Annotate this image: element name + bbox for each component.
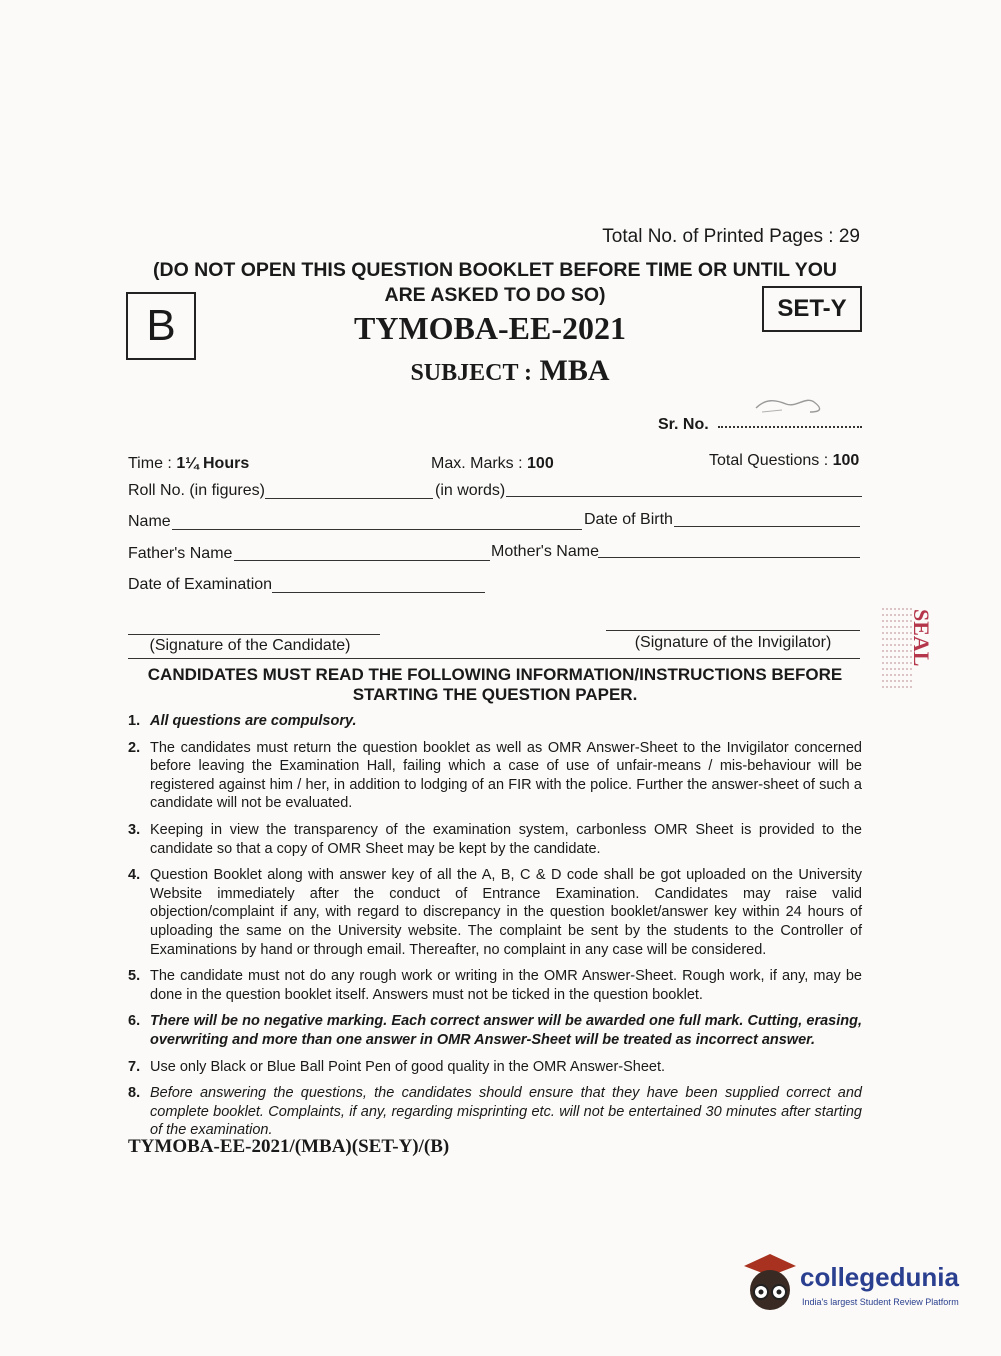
total-questions-label: Total Questions :: [709, 452, 829, 469]
sr-no-label: Sr. No.: [658, 416, 709, 433]
time-value: 1¼ Hours: [176, 455, 250, 472]
instruction-text: Before answering the questions, the candidates should ensure that they have been supplied correct and complete booklet. Complaints, if any, regarding misprinting etc. will not be entertained 30 minutes after starting of the examination.: [150, 1085, 862, 1139]
instruction-number: 5.: [128, 968, 141, 985]
instructions-heading-line-1: CANDIDATES MUST READ THE FOLLOWING INFORMATION/INSTRUCTIONS BEFORE: [147, 665, 843, 684]
printed-pages: Total No. of Printed Pages : 29: [602, 226, 860, 247]
seal-stamp: [880, 603, 934, 693]
sr-no-field[interactable]: [718, 426, 862, 428]
warning-line-2: ARE ASKED TO DO SO): [384, 284, 606, 306]
roll-words-input[interactable]: [506, 496, 862, 497]
collegedunia-mascot-icon: [740, 1252, 798, 1314]
instruction-item: [128, 1058, 862, 1077]
instruction-item: [128, 1012, 862, 1049]
instructions-heading-line-2: STARTING THE QUESTION PAPER.: [352, 685, 638, 704]
time-field: [128, 455, 249, 473]
instruction-number: 7.: [128, 1058, 141, 1075]
max-marks-field: [431, 455, 554, 473]
roll-figures-input[interactable]: [265, 498, 433, 499]
subject-label: SUBJECT :: [410, 360, 533, 386]
name-input[interactable]: [172, 529, 582, 530]
instruction-item: [128, 712, 862, 731]
candidate-signature-line[interactable]: [128, 634, 380, 635]
instruction-item: [128, 739, 862, 813]
name-label: Name: [128, 513, 171, 530]
total-questions-value: 100: [832, 452, 860, 469]
instruction-number: 3.: [128, 821, 141, 838]
exam-title: TYMOBA-EE-2021: [354, 310, 626, 346]
instruction-item: [128, 821, 862, 858]
instructions-list: [128, 712, 862, 1148]
father-name-input[interactable]: [234, 560, 490, 561]
roll-figures-label: Roll No. (in figures): [128, 482, 265, 499]
instruction-item: [128, 967, 862, 1004]
invigilator-signature-line[interactable]: [606, 630, 860, 631]
watermark-tagline: India's largest Student Review Platform: [802, 1297, 959, 1307]
dob-input[interactable]: [674, 526, 860, 527]
seal-text: SEAL: [909, 609, 934, 667]
booklet-code-box: B: [126, 292, 196, 360]
instruction-number: 4.: [128, 867, 141, 884]
max-marks-label: Max. Marks :: [431, 455, 523, 472]
roll-words-label: (in words): [435, 482, 506, 499]
instruction-number: 1.: [128, 713, 141, 729]
footer-code: TYMOBA-EE-2021/(MBA)(SET-Y)/(B): [128, 1136, 450, 1157]
subject-line: [300, 354, 720, 388]
candidate-signature-label: (Signature of the Candidate): [149, 637, 351, 654]
instruction-item: [128, 866, 862, 959]
total-questions-field: [709, 452, 859, 470]
warning-line-1: (DO NOT OPEN THIS QUESTION BOOKLET BEFORE TIME OR UNTIL YOU: [153, 259, 837, 281]
subject-value: MBA: [539, 354, 610, 387]
instruction-text: Question Booklet along with answer key of all the A, B, C & D code shall be got uploaded on the University Website immediately after the conduct of Entrance Examination. Candidates may raise valid objection/complaint if any, with regard to discrepancy in the question booklet/answer key within 24 hours of uploading the same on the University website. The complaint be sent by the students to the Controller of Examinations by hand or through email. Thereafter, no complaint in any case will be considered.: [150, 867, 862, 958]
instructions-heading: [130, 665, 860, 705]
instruction-text: The candidates must return the question booklet as well as OMR Answer-Sheet to the Invigilator concerned before leaving the Examination Hall, failing which a case of use of unfair-means / mis-behaviour will be registered against him / her, in addition to lodging of an FIR with the police. Further the answer-sheet of such a candidate will not be evaluated.: [150, 739, 862, 812]
warning-banner: [120, 258, 870, 308]
instruction-number: 2.: [128, 739, 141, 756]
instruction-text: Keeping in view the transparency of the examination system, carbonless OMR Sheet is provided to the candidate so that a copy of OMR Sheet may be kept by the candidate.: [150, 821, 862, 857]
instruction-text: All questions are compulsory.: [150, 713, 357, 729]
max-marks-value: 100: [527, 455, 554, 472]
exam-date-label: Date of Examination: [128, 576, 273, 593]
instruction-item: [128, 1084, 862, 1140]
instruction-text: There will be no negative marking. Each correct answer will be awarded one full mark. Cutting, erasing, overwriting and more than one answer in OMR Answer-Sheet will be treated as incorrect answer.: [150, 1013, 862, 1048]
mother-name-label: Mother's Name: [491, 543, 599, 560]
dob-label: Date of Birth: [584, 511, 673, 528]
sr-no-scribble: [752, 392, 826, 416]
section-divider: [128, 658, 860, 659]
instruction-text: Use only Black or Blue Ball Point Pen of good quality in the OMR Answer-Sheet.: [150, 1058, 666, 1075]
set-box: SET-Y: [762, 286, 862, 332]
instruction-number: 8.: [128, 1085, 141, 1102]
time-label: Time :: [128, 455, 172, 472]
instruction-text: The candidate must not do any rough work or writing in the OMR Answer-Sheet. Rough work, if any, may be done in the question booklet itself. Answers must not be ticked in the question booklet.: [150, 968, 862, 1003]
father-name-label: Father's Name: [128, 545, 233, 562]
exam-date-input[interactable]: [272, 592, 485, 593]
watermark-brand: collegedunia: [800, 1262, 959, 1292]
invigilator-signature-label: (Signature of the Invigilator): [634, 634, 832, 651]
mother-name-input[interactable]: [598, 557, 860, 558]
instruction-number: 6.: [128, 1013, 141, 1030]
